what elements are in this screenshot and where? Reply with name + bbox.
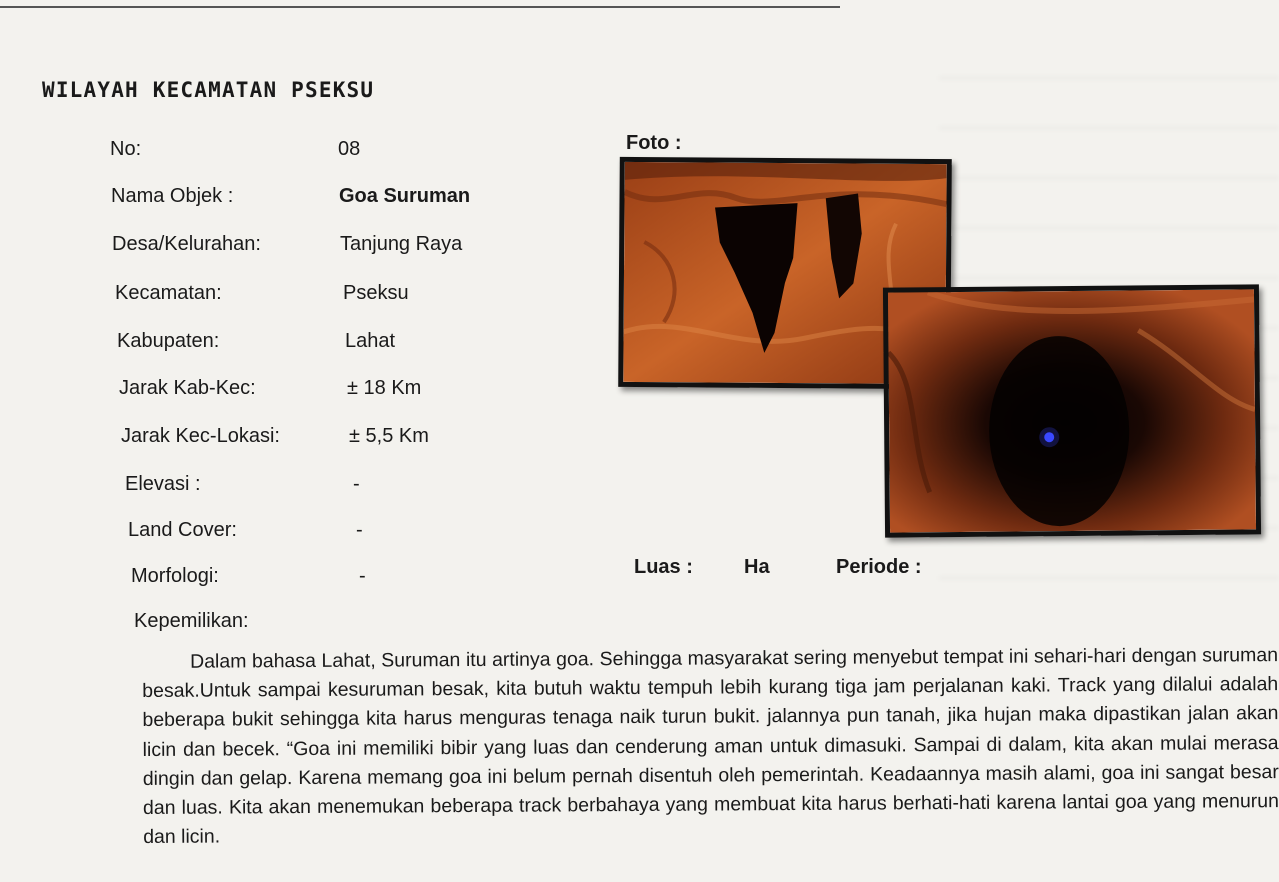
field-label: Nama Objek :: [111, 185, 234, 207]
field-value: ± 5,5 Km: [349, 425, 429, 447]
field-value: ± 18 Km: [347, 377, 422, 399]
field-value: Lahat: [345, 330, 396, 352]
top-rule: [0, 6, 840, 8]
field-value: Pseksu: [343, 282, 409, 304]
field-label: Land Cover:: [128, 519, 237, 541]
field-label: Desa/Kelurahan:: [112, 233, 261, 255]
kepemilikan-label: Kepemilikan:: [134, 610, 249, 632]
field-label: Jarak Kab-Kec:: [119, 377, 256, 399]
field-value: -: [356, 519, 363, 541]
field-label: Elevasi :: [125, 473, 201, 495]
luas-unit: Ha: [744, 556, 770, 578]
field-label: Jarak Kec-Lokasi:: [121, 425, 280, 447]
region-title: WILAYAH KECAMATAN PSEKSU: [42, 78, 375, 102]
periode-label: Periode :: [836, 556, 922, 578]
field-label: Kecamatan:: [115, 282, 222, 304]
foto-label: Foto :: [626, 132, 682, 154]
field-value: -: [353, 473, 360, 495]
photo-cave-tunnel: [883, 284, 1261, 537]
description-paragraph: Dalam bahasa Lahat, Suruman itu artinya goa. Sehingga masyarakat sering menyebut tempat ini sehari-hari dengan suruman besak.Untuk sampai kesuruman besak, kita butuh waktu tempuh lebih kurang tiga jam perjalanan kaki. Track yang dilalui adalah beberapa bukit sehingga kita harus menguras tenaga naik turun bukit. jalannya pun tanah, jika hujan maka dipastikan jalan akan licin dan becek. “Goa ini memiliki bibir yang luas dan cenderung aman untuk dimasuki. Sampai di dalam, kita akan mulai merasa dingin dan gelap. Karena memang goa ini belum pernah disentuh oleh pemerintah. Keadaannya masih alami, goa ini sangat besar dan luas. Kita akan menemukan beberapa track berbahaya yang membuat kita harus berhati-hati karena lantai goa yang menurun dan licin.: [142, 644, 1279, 849]
field-value: 08: [338, 138, 361, 160]
field-value: Goa Suruman: [339, 185, 471, 207]
field-label: No:: [110, 138, 142, 160]
field-value: -: [359, 565, 366, 587]
luas-label: Luas :: [634, 556, 693, 578]
field-label: Kabupaten:: [117, 330, 220, 352]
field-value: Tanjung Raya: [340, 233, 463, 255]
cave-tunnel-image: [888, 289, 1256, 532]
field-label: Morfologi:: [131, 565, 219, 587]
